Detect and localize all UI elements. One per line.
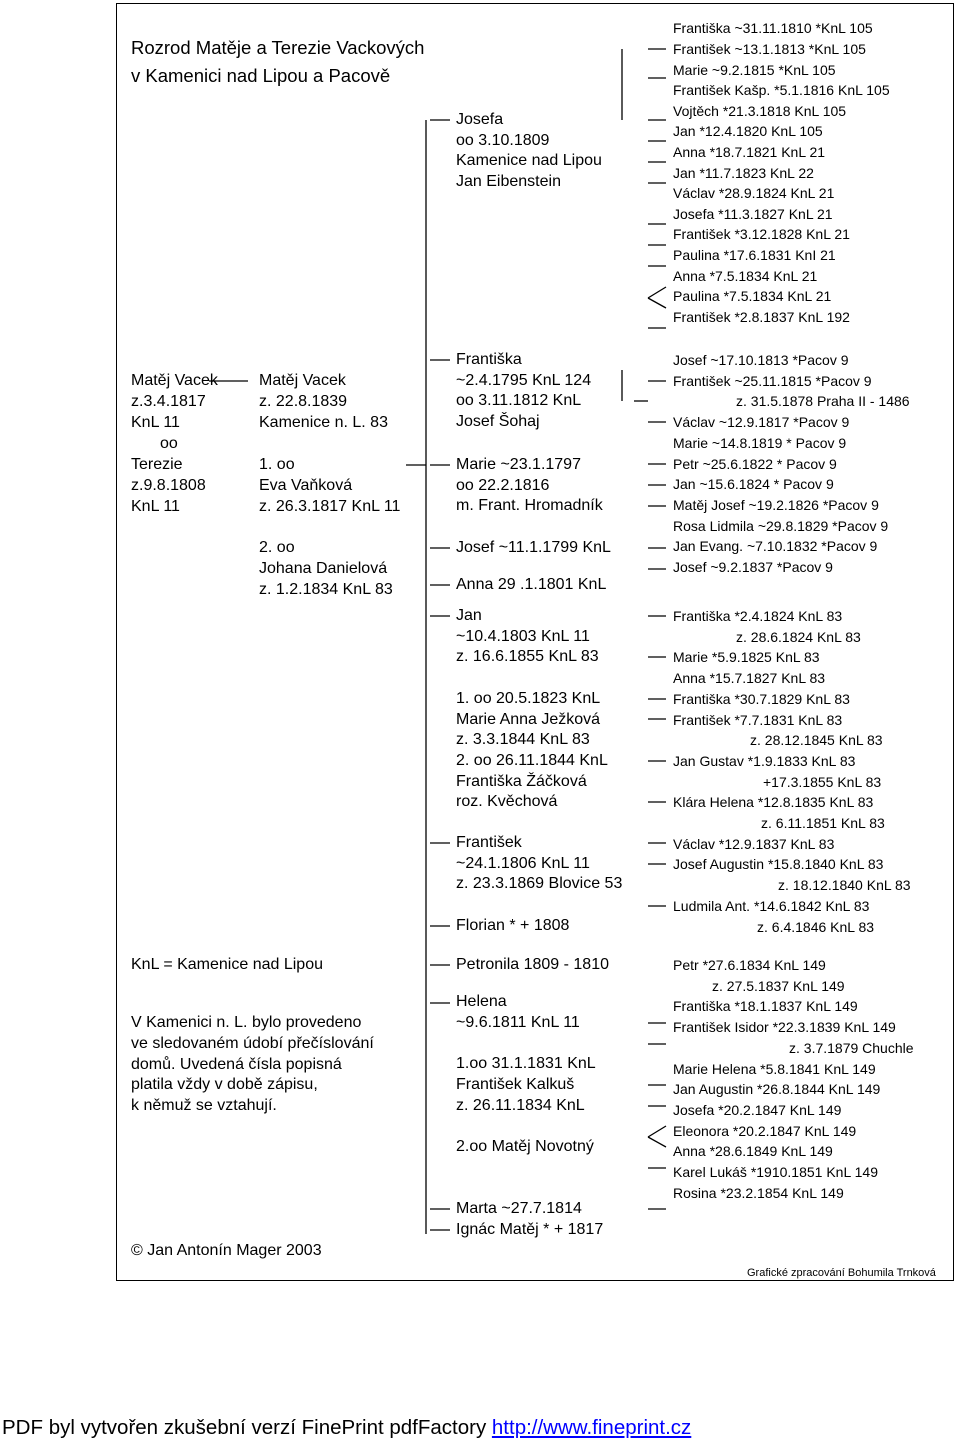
grandchild-entry: Paulina *7.5.1834 KnL 21 xyxy=(673,288,832,305)
connector-line xyxy=(648,1126,666,1137)
son-death: z. 22.8.1839 xyxy=(259,393,348,410)
grandchild-entry: z. 31.5.1878 Praha II - 1486 xyxy=(736,393,910,410)
grandchild-entry: Marie ~14.8.1819 * Pacov 9 xyxy=(673,434,847,451)
child-jan-line: z. 3.3.1844 KnL 83 xyxy=(456,731,590,749)
son-wife-1-death: z. 26.3.1817 KnL 11 xyxy=(259,498,401,515)
grandchild-entry: z. 18.12.1840 KnL 83 xyxy=(778,877,911,894)
patriarch-house: KnL 11 xyxy=(131,414,180,431)
child-josefa-line: Kamenice nad Lipou xyxy=(456,152,602,170)
grandchild-entry: František Isidor *22.3.1839 KnL 149 xyxy=(673,1019,896,1036)
grandchild-entry: Paulina *17.6.1831 KnI 21 xyxy=(673,247,836,263)
chart-title-line1: Rozrod Matěje a Terezie Vackových xyxy=(131,37,425,58)
child-marie-line: oo 22.2.1816 xyxy=(456,476,550,494)
child-josefa-line: oo 3.10.1809 xyxy=(456,131,550,149)
child-frantisek-line: z. 23.3.1869 Blovice 53 xyxy=(456,875,623,893)
grandchild-entry: Marie *5.9.1825 KnL 83 xyxy=(673,649,820,666)
wife-name: Terezie xyxy=(131,456,183,473)
son-place: Kamenice n. L. 83 xyxy=(259,414,388,431)
grandchild-entry: František ~13.1.1813 *KnL 105 xyxy=(673,41,866,57)
grandchild-entry: z. 28.12.1845 KnL 83 xyxy=(750,732,883,749)
child-helena-line: 1.oo 31.1.1831 KnL xyxy=(456,1055,596,1073)
grandchild-entry: Františka *18.1.1837 KnL 149 xyxy=(673,998,858,1015)
child-josefa-line: Jan Eibenstein xyxy=(456,173,561,191)
grandchild-entry: Josef Augustin *15.8.1840 KnL 83 xyxy=(673,856,884,873)
child-jan-line: z. 16.6.1855 KnL 83 xyxy=(456,648,599,666)
grandchild-entry: Petr *27.6.1834 KnL 149 xyxy=(673,957,826,973)
grandchild-entry: Matěj Josef ~19.2.1826 *Pacov 9 xyxy=(673,496,879,513)
grandchild-entry: z. 27.5.1837 KnL 149 xyxy=(712,977,845,994)
grandchild-entry: Marie Helena *5.8.1841 KnL 149 xyxy=(673,1060,876,1077)
note-line: V Kamenici n. L. bylo provedeno xyxy=(131,1014,362,1031)
child-josef-line: Josef ~11.1.1799 KnL xyxy=(456,539,611,556)
child-marie-line: m. Frant. Hromadník xyxy=(456,497,603,515)
patriarch-name: Matěj Vacek xyxy=(131,372,218,389)
grandchild-entry: z. 6.11.1851 KnL 83 xyxy=(761,815,885,831)
note-line: domů. Uvedená čísla popisná xyxy=(131,1056,342,1073)
grandchild-entry: Františka ~31.11.1810 *KnL 105 xyxy=(673,20,873,36)
grandchild-entry: František Kašp. *5.1.1816 KnL 105 xyxy=(673,82,890,99)
grandchild-entry: Vojtěch *21.3.1818 KnL 105 xyxy=(673,102,847,119)
child-frantiska-line: ~2.4.1795 KnL 124 xyxy=(456,371,592,389)
grandchild-entry: z. 28.6.1824 KnL 83 xyxy=(736,628,861,645)
child-frantisek-line: František xyxy=(456,834,522,851)
child-frantiska-line: Josef Šohaj xyxy=(456,413,540,431)
grandchild-entry: Anna *28.6.1849 KnL 149 xyxy=(673,1143,833,1160)
grandchild-entry: Václav *28.9.1824 KnL 21 xyxy=(673,185,835,202)
connector-line xyxy=(648,287,666,298)
grandchild-entry: Jan Gustav *1.9.1833 KnL 83 xyxy=(673,752,856,769)
note-line: k němuž se vztahují. xyxy=(131,1097,277,1114)
grandchild-entry: Jan *12.4.1820 KnL 105 xyxy=(673,123,823,140)
child-marta-line: Marta ~27.7.1814 xyxy=(456,1200,582,1217)
child-frantiska-line: Františka xyxy=(456,351,522,368)
grandchild-entry: +17.3.1855 KnL 83 xyxy=(763,773,882,790)
child-jan-line: 1. oo 20.5.1823 KnL xyxy=(456,689,601,707)
grandchild-entry: Klára Helena *12.8.1835 KnL 83 xyxy=(673,794,874,811)
grandchild-entry: Marie ~9.2.1815 *KnL 105 xyxy=(673,61,836,78)
graphics-credit: Grafické zpracování Bohumila Trnková xyxy=(747,1267,936,1279)
connector-line xyxy=(648,1137,666,1147)
grandchild-entry: František *7.7.1831 KnL 83 xyxy=(673,711,843,728)
son-name: Matěj Vacek xyxy=(259,372,346,389)
grandchild-entry: Karel Lukáš *1910.1851 KnL 149 xyxy=(673,1164,878,1180)
grandchild-entry: Jan Evang. ~7.10.1832 *Pacov 9 xyxy=(673,538,878,555)
son-marriage-2: 2. oo xyxy=(259,539,295,556)
grandchild-entry: Jan ~15.6.1824 * Pacov 9 xyxy=(673,476,834,493)
wife-house: KnL 11 xyxy=(131,498,180,515)
grandchild-entry: František ~25.11.1815 *Pacov 9 xyxy=(673,372,872,389)
grandchild-entry: Petr ~25.6.1822 * Pacov 9 xyxy=(673,455,837,472)
grandchild-entry: Josef ~9.2.1837 *Pacov 9 xyxy=(673,559,833,575)
grandchild-entry: z. 6.4.1846 KnL 83 xyxy=(757,918,875,935)
child-jan-line: Františka Žáčková xyxy=(456,772,587,790)
connector-line xyxy=(648,298,666,308)
fineprint-link[interactable]: http://www.fineprint.cz xyxy=(491,1416,692,1439)
child-anna-line: Anna 29 .1.1801 KnL xyxy=(456,576,607,593)
child-marie-line: Marie ~23.1.1797 xyxy=(456,456,581,473)
grandchild-entry: Ludmila Ant. *14.6.1842 KnL 83 xyxy=(673,897,870,914)
child-jan-line: Jan xyxy=(456,607,482,624)
pdf-footer-text: PDF byl vytvořen zkušební verzí FinePrint pdfFactory xyxy=(2,1416,487,1439)
child-florian-line: Florian * + 1808 xyxy=(456,917,570,934)
grandchild-entry: Františka *2.4.1824 KnL 83 xyxy=(673,608,843,624)
child-jan-line: 2. oo 26.11.1844 KnL xyxy=(456,751,608,769)
son-marriage-1: 1. oo xyxy=(259,456,295,473)
grandchild-entry: z. 3.7.1879 Chuchle xyxy=(789,1039,914,1056)
grandchild-entry: Františka *30.7.1829 KnL 83 xyxy=(673,690,850,707)
grandchild-entry: Josefa *20.2.1847 KnL 149 xyxy=(673,1101,842,1118)
son-wife-2: Johana Danielová xyxy=(259,560,388,577)
grandchild-entry: Anna *15.7.1827 KnL 83 xyxy=(673,670,826,687)
note-line: platila vždy v době zápisu, xyxy=(131,1076,318,1093)
son-wife-2-death: z. 1.2.1834 KnL 83 xyxy=(259,581,393,598)
child-helena-line: František Kalkuš xyxy=(456,1075,575,1093)
son-wife-1: Eva Vaňková xyxy=(259,477,353,494)
child-josefa-line: Josefa xyxy=(456,111,504,128)
child-petronila-line: Petronila 1809 - 1810 xyxy=(456,956,609,973)
grandchild-entry: Anna *7.5.1834 KnL 21 xyxy=(673,267,818,284)
copyright-text: © Jan Antonín Mager 2003 xyxy=(131,1242,322,1259)
child-helena-line: Helena xyxy=(456,993,507,1010)
child-jan-line: Marie Anna Ježková xyxy=(456,710,601,728)
grandchild-entry: Josef ~17.10.1813 *Pacov 9 xyxy=(673,352,849,368)
grandchild-entry: Eleonora *20.2.1847 KnL 149 xyxy=(673,1122,857,1139)
grandchild-entry: František *2.8.1837 KnL 192 xyxy=(673,308,850,325)
child-frantiska-line: oo 3.11.1812 KnL xyxy=(456,392,582,410)
legend-text: KnL = Kamenice nad Lipou xyxy=(131,956,323,973)
grandchild-entry: Václav ~12.9.1817 *Pacov 9 xyxy=(673,414,850,431)
marriage-mark: oo xyxy=(160,435,178,452)
note-line: ve sledovaném údobí přečíslování xyxy=(131,1035,374,1052)
child-helena-line: 2.oo Matěj Novotný xyxy=(456,1137,594,1155)
child-helena-line: z. 26.11.1834 KnL xyxy=(456,1096,585,1114)
child-ignac-line: Ignác Matěj * + 1817 xyxy=(456,1221,604,1238)
pdf-footer xyxy=(2,1415,691,1441)
grandchild-entry: Jan *11.7.1823 KnL 22 xyxy=(673,164,814,181)
grandchild-entry: Rosina *23.2.1854 KnL 149 xyxy=(673,1184,844,1201)
patriarch-death: z.3.4.1817 xyxy=(131,393,206,410)
child-frantisek-line: ~24.1.1806 KnL 11 xyxy=(456,854,590,872)
grandchild-entry: Josefa *11.3.1827 KnL 21 xyxy=(673,205,833,222)
child-jan-line: roz. Kvěchová xyxy=(456,793,558,811)
wife-death: z.9.8.1808 xyxy=(131,477,206,494)
grandchild-entry: Rosa Lidmila ~29.8.1829 *Pacov 9 xyxy=(673,517,889,534)
grandchild-entry: Jan Augustin *26.8.1844 KnL 149 xyxy=(673,1081,881,1098)
grandchild-entry: Anna *18.7.1821 KnL 21 xyxy=(673,144,826,160)
grandchild-entry: František *3.12.1828 KnL 21 xyxy=(673,226,850,243)
child-helena-line: ~9.6.1811 KnL 11 xyxy=(456,1013,580,1031)
child-jan-line: ~10.4.1803 KnL 11 xyxy=(456,627,590,645)
grandchild-entry: Václav *12.9.1837 KnL 83 xyxy=(673,835,835,852)
chart-title-line2: v Kamenici nad Lipou a Pacově xyxy=(131,65,391,86)
